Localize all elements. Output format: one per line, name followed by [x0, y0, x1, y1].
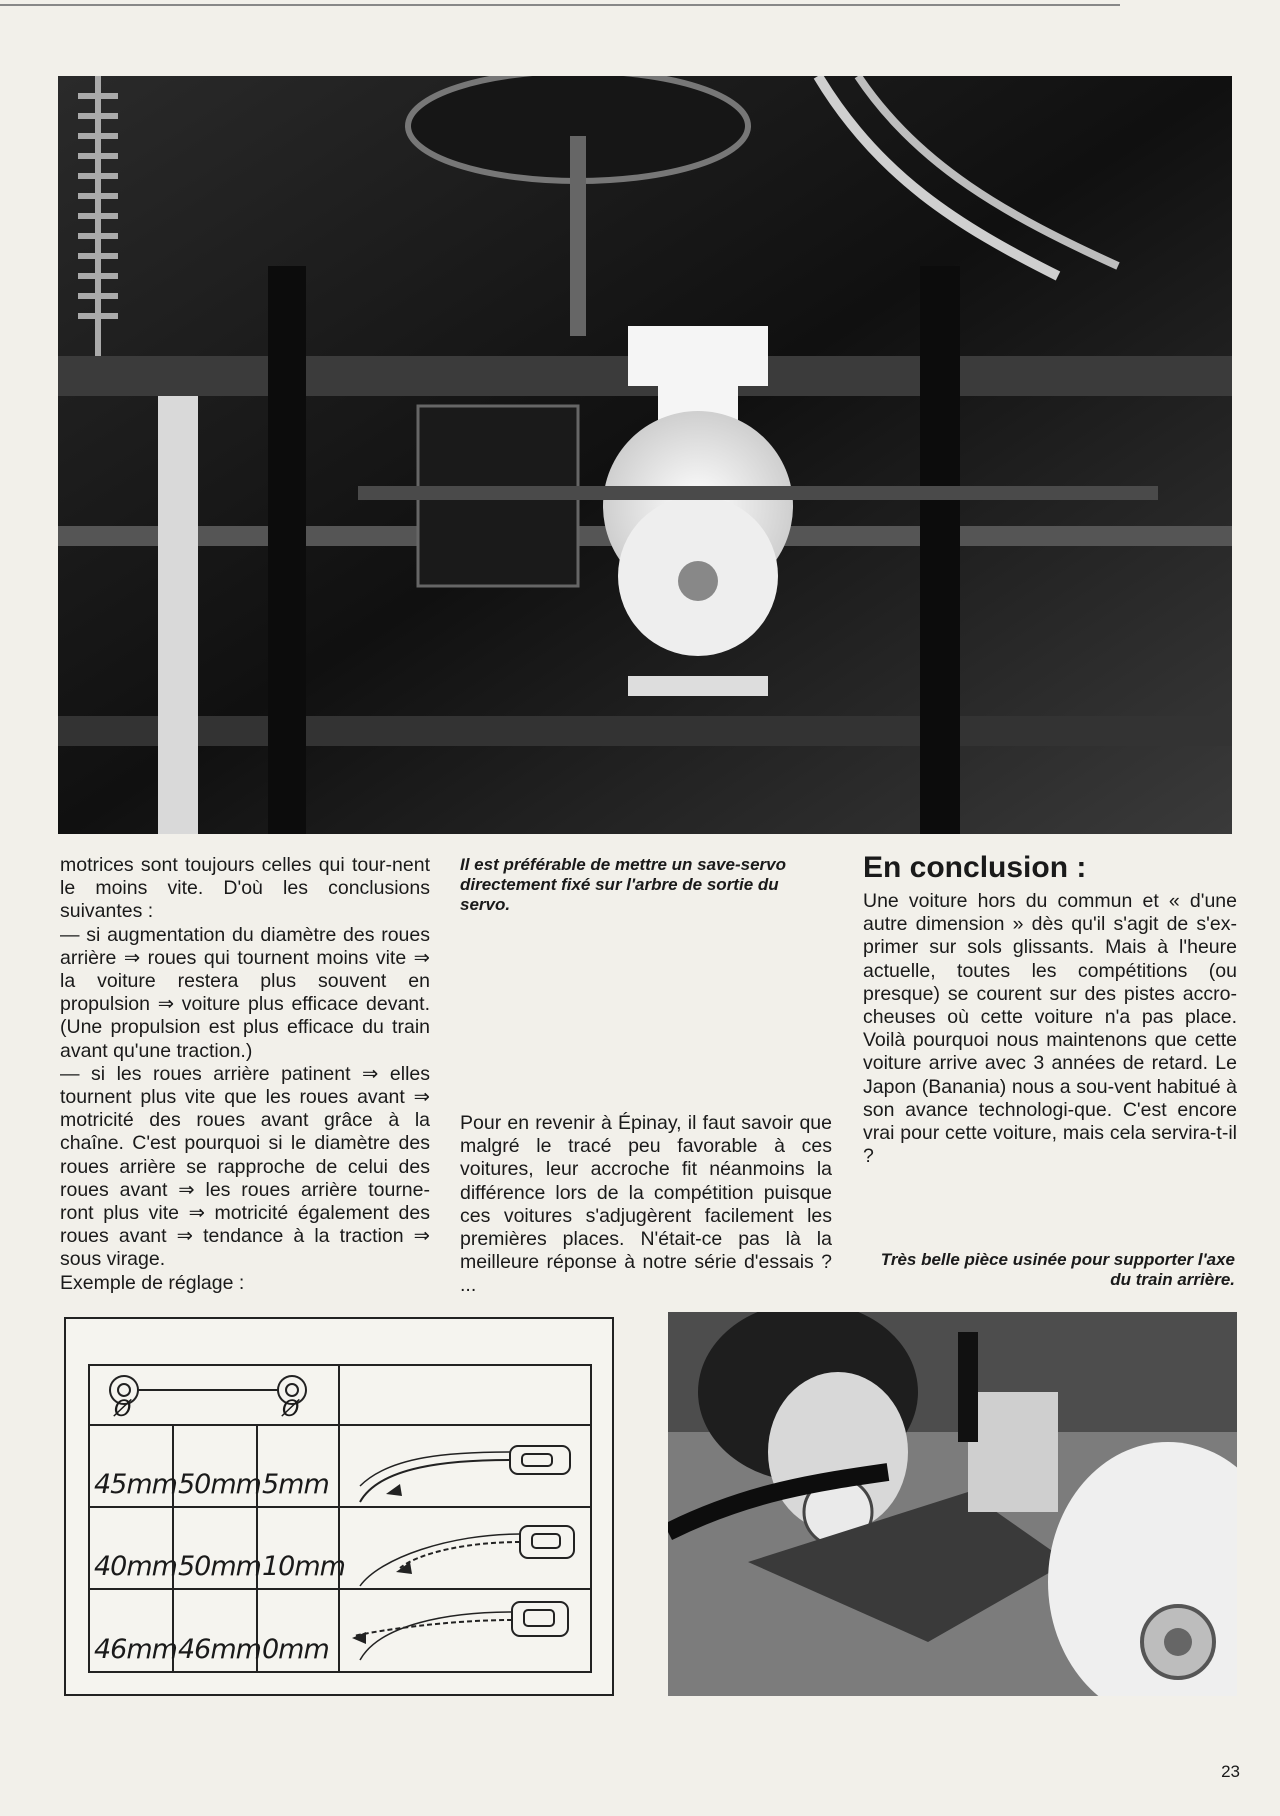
adjustment-table: [88, 1364, 592, 1673]
difference-cell: [258, 1590, 340, 1671]
paragraph: — si les roues arrière patinent ⇒ elles tournent plus vite que les roues avant ⇒ motricité des roues avant grâce à la chaîne. C'est pourquoi si le diamètre des roues arrière se rapproche de celui des roues avant ⇒ les roues arrière tourne-ront plus vite ⇒ motricité également des roues avant ⇒ tendance à la traction ⇒ sous virage.: [60, 1062, 430, 1271]
top-rule: [0, 4, 1120, 6]
difference-cell: [258, 1508, 345, 1590]
diameter-symbol-rear: Ø: [114, 1397, 131, 1422]
difference: 0mm: [262, 1634, 329, 1665]
servo-photo-caption: Il est préférable de mettre un save-servo directement fixé sur l'arbre de sortie du servo.: [460, 855, 786, 914]
front-diameter-cell: [174, 1426, 261, 1508]
rear-diameter-cell: [90, 1590, 177, 1671]
difference: 10mm: [262, 1551, 345, 1582]
paragraph: motrices sont toujours celles qui tour-nent le moins vite. D'où les conclusions suivantes :: [60, 854, 430, 923]
paragraph: Exemple de réglage :: [60, 1271, 245, 1294]
rear-diameter-cell: [90, 1426, 177, 1508]
paragraph: — si augmentation du diamètre des roues arrière ⇒ roues qui tournent moins vite ⇒ la voiture restera plus souvent en propulsion ⇒ voiture plus efficace devant. (Une propulsion est plus efficace du train avant qu'une traction.): [60, 923, 430, 1062]
rear-diameter: 46mm: [94, 1634, 177, 1665]
front-diameter: 50mm: [178, 1469, 261, 1500]
car-trajectory-icon: [340, 1508, 590, 1590]
trajectory-cell: [340, 1590, 590, 1671]
front-diameter: 46mm: [178, 1634, 261, 1665]
front-diameter-cell: [174, 1590, 261, 1671]
trajectory-cell: [340, 1508, 590, 1590]
front-diameter-cell: [174, 1508, 261, 1590]
car-trajectory-icon: [340, 1590, 590, 1671]
article-column-1: [60, 854, 430, 1295]
rear-diameter-cell: [90, 1508, 177, 1590]
conclusion-text: Une voiture hors du commun et « d'une autre dimension » dès qu'il s'agit de s'ex-primer sur sols glissants. Mais à l'heure actuelle, toutes les compétitions (ou presque) se courent sur des pistes accro-cheuses où cette voiture n'a pas place. Voilà pourquoi nous maintenons que cette voiture arrive avec 3 années de retard. Le Japon (Banania) nous a sou-vent habitué à son avance technologi-que. C'est encore vrai pour cette voiture, mais cela servira-t-il ?: [863, 890, 1237, 1168]
adjustment-diagram: [64, 1317, 614, 1696]
difference-cell: [258, 1426, 340, 1508]
trajectory-cell: [340, 1426, 590, 1508]
article-column-2: Pour en revenir à Épinay, il faut savoir que malgré le tracé peu favorable à ces voitures, leur accroche fit néanmoins la différence lors de la compétition puisque ces voitures s'adjugèrent facilement les premières places. N'était-ce pas là la meilleure réponse à notre série d'essais ? ...: [460, 1112, 832, 1297]
rear-diameter: 45mm: [94, 1469, 177, 1500]
rear-axle-photo-caption: Très belle pièce usinée pour supporter l'axe du train arrière.: [880, 1250, 1235, 1289]
conclusion-heading: En conclusion :: [863, 851, 1087, 884]
rear-diameter: 40mm: [94, 1551, 177, 1582]
car-trajectory-icon: [340, 1426, 590, 1508]
diameter-symbol-front: Ø: [282, 1397, 299, 1422]
difference: 5mm: [262, 1469, 329, 1500]
page-number: 23: [1221, 1762, 1240, 1781]
header-blank: [340, 1366, 590, 1426]
servo-mechanism-photo: [58, 76, 1232, 834]
wheel-diameter-header: [90, 1366, 340, 1426]
front-diameter: 50mm: [178, 1551, 261, 1582]
rear-axle-part-photo: [668, 1312, 1237, 1696]
